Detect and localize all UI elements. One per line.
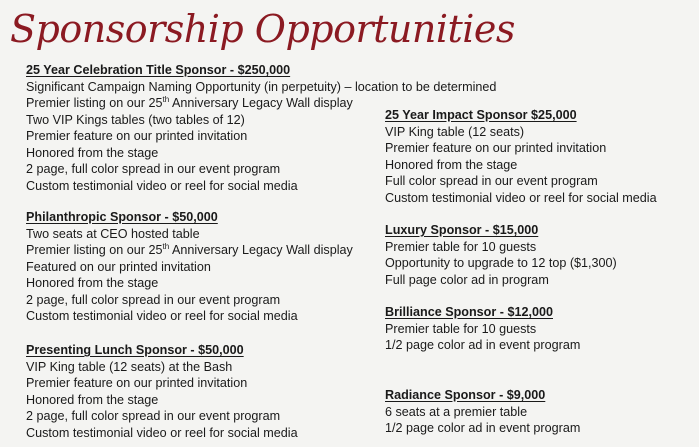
tier-heading: 25 Year Celebration Title Sponsor - $250,000 — [26, 63, 291, 77]
benefit-list — [26, 359, 298, 442]
benefit-list — [385, 404, 580, 437]
benefit-item: Honored from the stage — [385, 157, 518, 172]
benefit-item: Custom testimonial video or reel for social media — [26, 178, 298, 193]
tier-impact-sponsor — [385, 107, 657, 206]
benefit-item: Two VIP Kings tables (two tables of 12) — [26, 112, 245, 127]
benefit-item: Premier feature on our printed invitation — [26, 376, 248, 390]
tier-brilliance-sponsor — [385, 304, 580, 354]
benefit-item: Honored from the stage — [26, 392, 159, 407]
benefit-item: Premier table for 10 guests — [385, 321, 537, 336]
benefit-item: Premier table for 10 guests — [385, 239, 537, 254]
benefit-item: Featured on our printed invitation — [26, 259, 211, 274]
benefit-item: VIP King table (12 seats) at the Bash — [26, 359, 233, 374]
benefit-text: Premier listing on our 25th Anniversary Legacy Wall display — [26, 94, 353, 110]
tier-heading: Luxury Sponsor - $15,000 — [385, 223, 539, 237]
benefit-item: Honored from the stage — [26, 145, 159, 160]
benefit-item: Premier feature on our printed invitation — [26, 129, 248, 143]
benefit-item: Honored from the stage — [26, 276, 159, 290]
tier-heading: Presenting Lunch Sponsor - $50,000 — [26, 343, 244, 357]
benefit-item: VIP King table (12 seats) — [385, 124, 525, 139]
benefit-item: Custom testimonial video or reel for social media — [26, 425, 298, 440]
benefit-item: 6 seats at a premier table — [385, 404, 528, 419]
benefit-item: Custom testimonial video or reel for social media — [385, 190, 657, 205]
benefit-item: Premier listing on our 25th Anniversary Legacy Wall display — [26, 241, 353, 257]
tier-radiance-sponsor — [385, 387, 580, 437]
benefit-item: 2 page, full color spread in our event program — [26, 292, 281, 307]
tier-presenting-lunch-sponsor — [26, 342, 298, 441]
benefit-item: 2 page, full color spread in our event program — [26, 409, 281, 423]
benefit-list — [26, 226, 353, 325]
tier-philanthropic-sponsor — [26, 209, 353, 325]
benefit-item: 2 page, full color spread in our event program — [26, 162, 281, 176]
benefit-item: Significant Campaign Naming Opportunity (in perpetuity) – location to be determined — [26, 79, 497, 94]
page-title: Sponsorship Opportunities — [10, 7, 515, 51]
benefit-item: 1/2 page color ad in event program — [385, 338, 581, 352]
benefit-item: Opportunity to upgrade to 12 top ($1,300) — [385, 256, 617, 270]
benefit-item: Full color spread in our event program — [385, 174, 598, 188]
tier-luxury-sponsor — [385, 222, 617, 288]
tier-heading: Radiance Sponsor - $9,000 — [385, 388, 546, 402]
tier-heading: Philanthropic Sponsor - $50,000 — [26, 210, 218, 224]
benefit-item: Premier feature on our printed invitation — [385, 141, 607, 155]
benefit-list — [385, 321, 580, 354]
benefit-item: 1/2 page color ad in event program — [385, 421, 581, 435]
benefit-item: Full page color ad in program — [385, 272, 549, 287]
tier-heading: 25 Year Impact Sponsor $25,000 — [385, 108, 577, 122]
benefit-item: Two seats at CEO hosted table — [26, 226, 200, 241]
benefit-list — [385, 124, 657, 207]
benefit-item: Custom testimonial video or reel for social media — [26, 309, 298, 323]
benefit-list — [385, 239, 617, 289]
tier-heading: Brilliance Sponsor - $12,000 — [385, 305, 553, 319]
